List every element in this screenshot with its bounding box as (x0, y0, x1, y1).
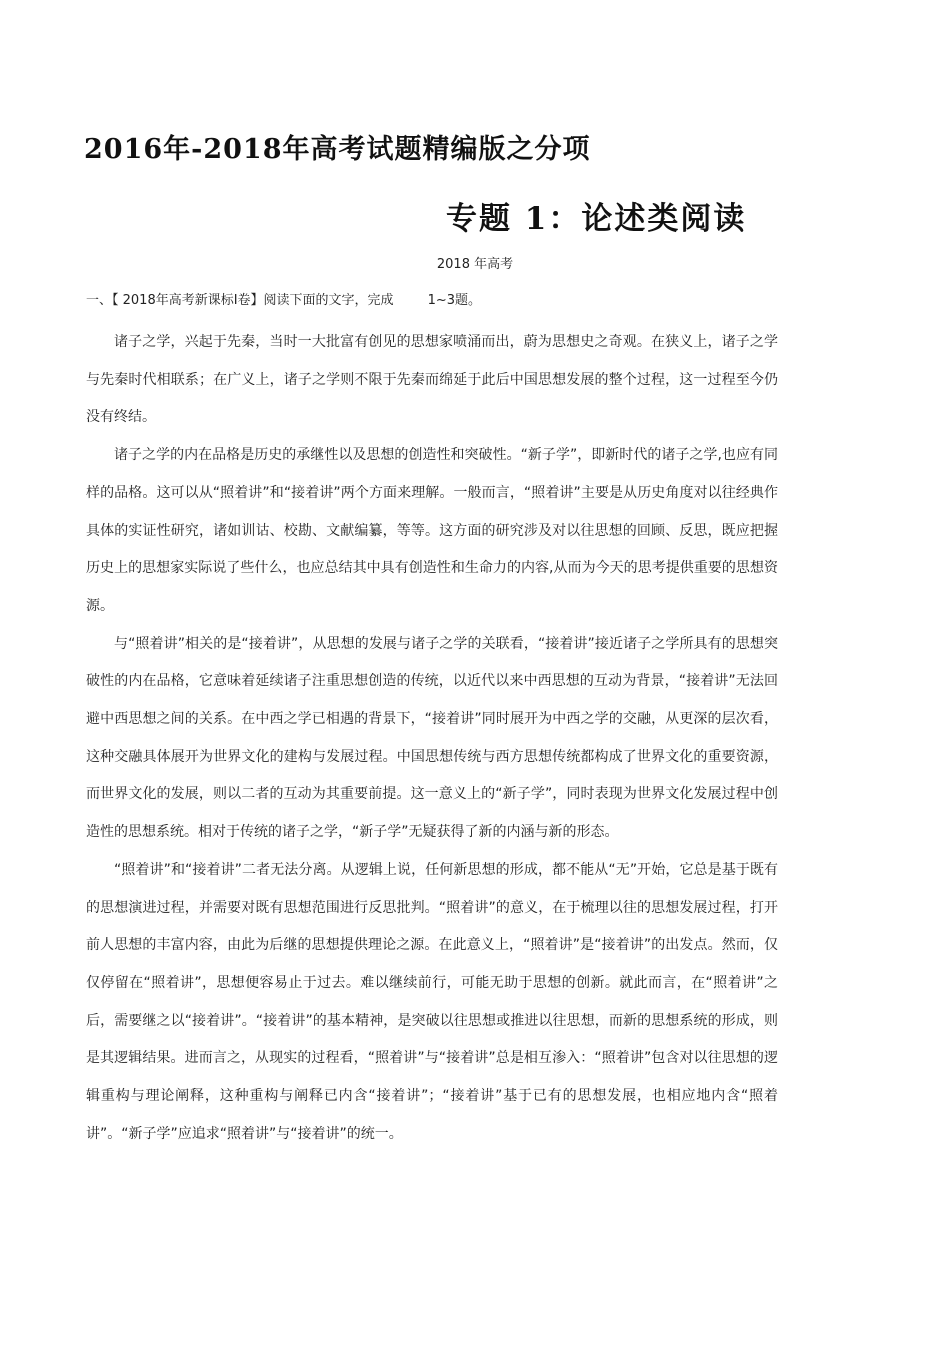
reading-passage (86, 324, 778, 1153)
document-title: 2016年-2018年高考试题精编版之分项 (84, 134, 591, 165)
passage-paragraph-2: 诸子之学的内在品格是历史的承继性以及思想的创造性和突破性。“新子学”，即新时代的诸子之学,也应有同样的品格。这可以从“照着讲”和“接着讲”两个方面来理解。一般而言，“照着讲”主要是从历史角度对以往经典作具体的实证性研究，诸如训诂、校勘、文献编纂，等等。这方面的研究涉及对以往思想的回顾、反思，既应把握历史上的思想家实际说了些什么，也应总结其中具有创造性和生命力的内容,从而为今天的思考提供重要的思想资源。 (86, 447, 778, 614)
question-range: 1~3题。 (427, 293, 481, 308)
question-prefix: 一、【 2018年高考新课标Ⅰ卷】阅读下面的文字，完成 (86, 293, 394, 308)
passage-paragraph-3: 与“照着讲”相关的是“接着讲”，从思想的发展与诸子之学的关联看，“接着讲”接近诸子之学所具有的思想突破性的内在品格，它意味着延续诸子注重思想创造的传统，以近代以来中西思想的互动为背景，“接着讲”无法回避中西思想之间的关系。在中西之学已相遇的背景下，“接着讲”同时展开为中西之学的交融，从更深的层次看，这种交融具体展开为世界文化的建构与发展过程。中国思想传统与西方思想传统都构成了世界文化的重要资源，而世界文化的发展，则以二者的互动为其重要前提。这一意义上的“新子学”，同时表现为世界文化发展过程中创造性的思想系统。相对于传统的诸子之学，“新子学”无疑获得了新的内涵与新的形态。 (86, 635, 778, 841)
passage-paragraph-4: “照着讲”和“接着讲”二者无法分离。从逻辑上说，任何新思想的形成，都不能从“无”开始，它总是基于既有的思想演进过程，并需要对既有思想范围进行反思批判。“照着讲”的意义，在于梳理以往的思想发展过程，打开前人思想的丰富内容，由此为后继的思想提供理论之源。在此意义上，“照着讲”是“接着讲”的出发点。然而，仅仅停留在“照着讲”，思想便容易止于过去。难以继续前行，可能无助于思想的创新。就此而言，在“照着讲”之后，需要继之以“接着讲”。“接着讲”的基本精神，是突破以往思想或推进以往思想，而新的思想系统的形成，则是其逻辑结果。进而言之，从现实的过程看，“照着讲”与“接着讲”总是相互渗入：“照着讲”包含对以往思想的逻辑重构与理论阐释，这种重构与阐释已内含“接着讲”；“接着讲”基于已有的思想发展，也相应地内含“照着讲”。“新子学”应追求“照着讲”与“接着讲”的统一。 (86, 861, 778, 1142)
topic-subtitle: 专题 1：论述类阅读 (446, 201, 747, 237)
passage-paragraph-1: 诸子之学，兴起于先秦，当时一大批富有创见的思想家喷涌而出，蔚为思想史之奇观。在狭义上，诸子之学与先秦时代相联系；在广义上，诸子之学则不限于先秦而绵延于此后中国思想发展的整个过程，这一过程至今仍没有终结。 (86, 334, 778, 426)
question-heading (86, 289, 481, 308)
year-heading: 2018 年高考 (436, 257, 514, 272)
